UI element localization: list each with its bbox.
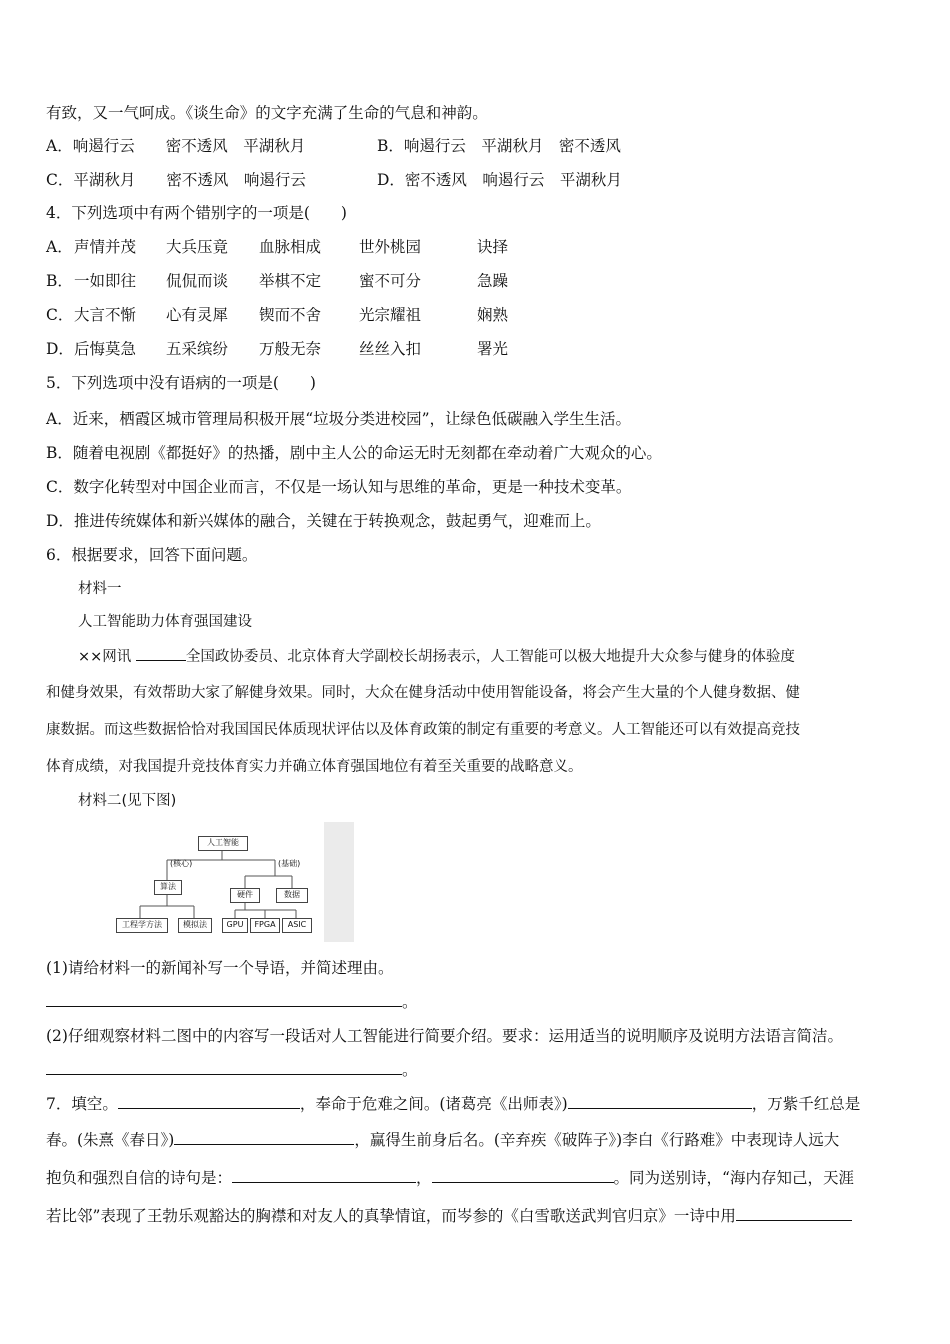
material-2-title: 材料二(见下图) bbox=[78, 793, 177, 809]
node-data: 数据 bbox=[276, 888, 308, 903]
passage-continuation: 有致，又一气呵成。《谈生命》的文字充满了生命的气息和神韵。 bbox=[46, 104, 488, 122]
q5-stem: 5．下列选项中没有语病的一项是( ) bbox=[46, 374, 316, 392]
word: 一如即往 bbox=[74, 272, 137, 290]
q6-sub2: (2)仔细观察材料二图中的内容写一段话对人工智能进行简要介绍。要求：运用适当的说明顺序及说明方法语言简洁。 bbox=[46, 1027, 843, 1045]
material-1-para-line4: 体育成绩，对我国提升竞技体育实力并确立体育强国地位有着至关重要的战略意义。 bbox=[46, 759, 583, 775]
word: 诀择 bbox=[477, 238, 509, 256]
fill-blank-6[interactable] bbox=[736, 1206, 852, 1221]
word: 血脉相成 bbox=[259, 238, 322, 256]
word: 世外桃园 bbox=[359, 238, 422, 256]
text: ，奉命于危难之间。(诸葛亮《出师表》) bbox=[299, 1095, 568, 1113]
material-1-heading: 人工智能助力体育强国建设 bbox=[78, 614, 252, 630]
q5-option-a[interactable]: A．近来，栖霞区城市管理局积极开展“垃圾分类进校园”，让绿色低碳融入学生生活。 bbox=[46, 410, 632, 428]
fill-blank-5[interactable] bbox=[432, 1168, 614, 1183]
word: 蜜不可分 bbox=[359, 272, 422, 290]
tag-foundation: (基础) bbox=[278, 859, 301, 868]
para-text: 全国政协委员、北京体育大学副校长胡扬表示，人工智能可以极大地提升大众参与健身的体验度 bbox=[185, 649, 795, 665]
fill-blank-3[interactable] bbox=[174, 1130, 354, 1145]
news-source: ××网讯 bbox=[78, 649, 136, 665]
q6-stem: 6．根据要求，回答下面问题。 bbox=[46, 546, 258, 564]
word: 声情并茂 bbox=[74, 238, 137, 256]
fill-blank-4[interactable] bbox=[232, 1168, 416, 1183]
word: 丝丝入扣 bbox=[359, 340, 422, 358]
word: 署光 bbox=[477, 340, 509, 358]
option-label: C． bbox=[46, 306, 74, 324]
ai-structure-diagram bbox=[110, 822, 355, 942]
q3-option-b[interactable]: B．响遏行云 平湖秋月 密不透风 bbox=[377, 137, 621, 155]
material-1-para-line3: 康数据。而这些数据恰恰对我国国民体质现状评估以及体育政策的制定有重要的考意义。人工智能还可以有效提高竞技 bbox=[46, 722, 800, 738]
word: 举棋不定 bbox=[259, 272, 322, 290]
period: 。 bbox=[402, 1061, 418, 1079]
word: 娴熟 bbox=[477, 306, 509, 324]
material-1-para-line2: 和健身效果，有效帮助大家了解健身效果。同时，大众在健身活动中使用智能设备，将会产生大量的个人健身数据、健 bbox=[46, 685, 800, 701]
q5-option-c[interactable]: C．数字化转型对中国企业而言，不仅是一场认知与思维的革命，更是一种技术变革。 bbox=[46, 478, 632, 496]
q7-stem: 7．填空。 bbox=[46, 1095, 118, 1113]
word: 五采缤纷 bbox=[166, 340, 229, 358]
node-gpu: GPU bbox=[222, 918, 248, 933]
text: 。同为送别诗，“海内存知己，天涯 bbox=[613, 1169, 854, 1187]
material-1-title: 材料一 bbox=[78, 581, 122, 597]
text: 若比邻”表现了王勃乐观豁达的胸襟和对友人的真挚情谊，而岑参的《白雪歌送武判官归京》一诗中用 bbox=[46, 1207, 736, 1225]
node-engineering-method: 工程学方法 bbox=[116, 918, 168, 933]
word: 大言不惭 bbox=[74, 306, 137, 324]
word: 后悔莫急 bbox=[74, 340, 137, 358]
q7-line2 bbox=[46, 1130, 839, 1150]
node-asic: ASIC bbox=[282, 918, 312, 933]
node-ai: 人工智能 bbox=[198, 836, 248, 851]
tag-core: (核心) bbox=[170, 859, 193, 868]
q7-line4 bbox=[46, 1206, 852, 1226]
lead-blank[interactable] bbox=[136, 646, 186, 661]
period: 。 bbox=[402, 993, 418, 1011]
q6-sub2-answer bbox=[46, 1060, 418, 1080]
text: ， bbox=[416, 1169, 432, 1187]
word: 光宗耀祖 bbox=[359, 306, 422, 324]
q5-option-b[interactable]: B．随着电视剧《都挺好》的热播，剧中主人公的命运无时无刻都在牵动着广大观众的心。 bbox=[46, 444, 662, 462]
text: 春。(朱熹《春日》) bbox=[46, 1131, 175, 1149]
text: 抱负和强烈自信的诗句是： bbox=[46, 1169, 233, 1187]
q5-option-d[interactable]: D．推进传统媒体和新兴媒体的融合，关键在于转换观念，鼓起勇气，迎难而上。 bbox=[46, 512, 601, 530]
q7-line3 bbox=[46, 1168, 854, 1188]
word: 大兵压竟 bbox=[166, 238, 229, 256]
node-fpga: FPGA bbox=[250, 918, 280, 933]
word: 侃侃而谈 bbox=[166, 272, 229, 290]
word: 急躁 bbox=[477, 272, 509, 290]
option-label: B． bbox=[46, 272, 73, 290]
node-algorithm: 算法 bbox=[154, 880, 182, 895]
text: ，万紫千红总是 bbox=[751, 1095, 861, 1113]
q3-option-c[interactable]: C．平湖秋月 密不透风 响遏行云 bbox=[46, 171, 306, 189]
fill-blank-1[interactable] bbox=[118, 1094, 300, 1109]
word: 心有灵犀 bbox=[166, 306, 229, 324]
q6-sub1: (1)请给材料一的新闻补写一个导语，并简述理由。 bbox=[46, 959, 394, 977]
option-label: D． bbox=[46, 340, 74, 358]
node-hardware: 硬件 bbox=[230, 888, 260, 903]
word: 锲而不舍 bbox=[259, 306, 322, 324]
fill-blank-2[interactable] bbox=[568, 1094, 752, 1109]
text: ，赢得生前身后名。(辛弃疾《破阵子》)李白《行路难》中表现诗人远大 bbox=[354, 1131, 840, 1149]
q4-stem: 4．下列选项中有两个错别字的一项是( ) bbox=[46, 204, 347, 222]
answer-line-2[interactable] bbox=[46, 1060, 402, 1075]
option-label: A． bbox=[46, 238, 73, 256]
material-1-para-line1 bbox=[78, 646, 795, 667]
node-simulation-method: 模拟法 bbox=[178, 918, 212, 933]
q7-line1 bbox=[46, 1094, 860, 1114]
q3-option-a[interactable]: A．响遏行云 密不透风 平湖秋月 bbox=[46, 137, 306, 155]
q6-sub1-answer bbox=[46, 992, 418, 1012]
word: 万般无奈 bbox=[259, 340, 322, 358]
answer-line-1[interactable] bbox=[46, 992, 402, 1007]
q3-option-d[interactable]: D．密不透风 响遏行云 平湖秋月 bbox=[377, 171, 622, 189]
